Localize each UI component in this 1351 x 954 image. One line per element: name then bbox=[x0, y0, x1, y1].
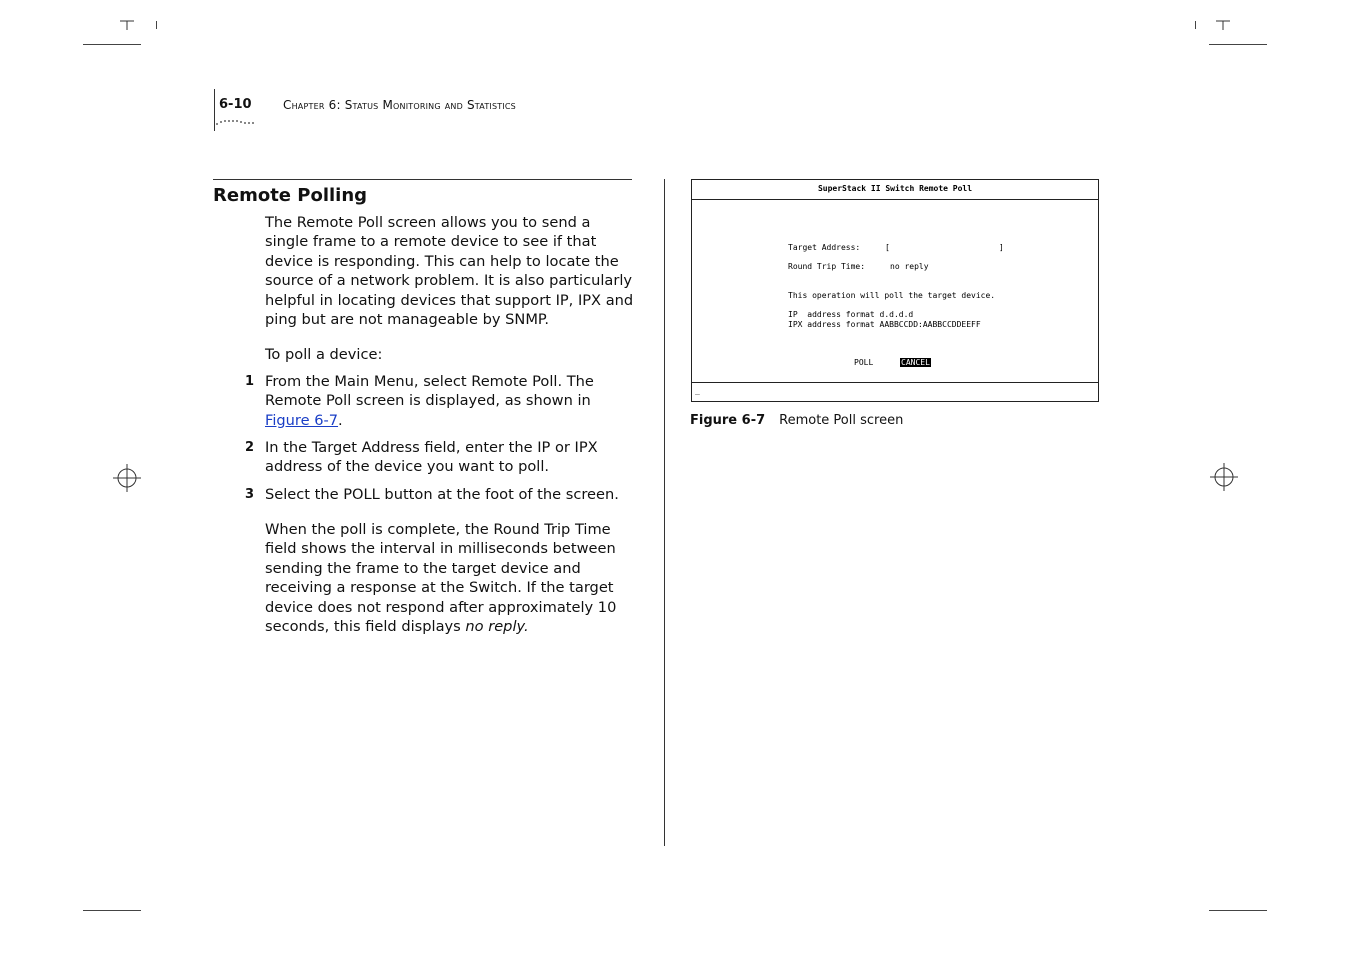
figure-label: Figure 6-7 bbox=[690, 413, 766, 428]
registration-target-right bbox=[1210, 463, 1238, 491]
section-rule bbox=[213, 179, 632, 180]
ip-format-text: IP address format d.d.d.d bbox=[788, 310, 914, 319]
section-title: Remote Polling bbox=[213, 185, 368, 206]
registration-mark-top-left bbox=[118, 16, 136, 32]
step-3-text: Select the POLL button at the foot of the screen. bbox=[265, 486, 619, 503]
ipx-format-text: IPX address format AABBCCDD:AABBCCDDEEFF bbox=[788, 320, 981, 329]
figure-caption bbox=[690, 413, 903, 428]
target-address-label: Target Address: bbox=[788, 243, 861, 252]
screen-info-text: This operation will poll the target device. bbox=[788, 291, 996, 300]
step-1-text-end: . bbox=[338, 411, 343, 429]
step-1-number: 1 bbox=[245, 374, 255, 389]
to-poll-text: To poll a device: bbox=[265, 346, 383, 363]
poll-button[interactable]: POLL bbox=[854, 358, 874, 367]
intro-paragraph: The Remote Poll screen allows you to send a single frame to a remote device to see if that device is responding. This can help to locate the source of a network problem. It is also particularly helpful in locating devices that support IP, IPX and ping but are not manageable by SNMP. bbox=[265, 214, 634, 329]
registration-target-left bbox=[113, 464, 141, 492]
screen-title: SuperStack II Switch Remote Poll bbox=[817, 184, 973, 193]
crop-mark-top-right bbox=[1209, 44, 1267, 45]
step-1-text bbox=[265, 372, 635, 430]
target-address-field[interactable] bbox=[894, 242, 998, 253]
closing-paragraph bbox=[265, 520, 635, 636]
figure-caption-text: Remote Poll screen bbox=[779, 413, 904, 428]
closing-text: When the poll is complete, the Round Trip Time field shows the interval in milliseconds between sending the frame to the target device and receiving a response at the Switch. If the target device does not respond after approximately 10 seconds, this field displays bbox=[265, 521, 617, 636]
screen-title-rule bbox=[692, 199, 1098, 200]
step-2-text: In the Target Address field, enter the IP or IPX address of the device you want to poll. bbox=[265, 439, 598, 476]
crop-mark-bottom-left bbox=[83, 910, 141, 911]
figure-6-7-link[interactable]: Figure 6-7 bbox=[265, 411, 339, 429]
step-2-number: 2 bbox=[245, 440, 255, 455]
screen-footer-rule bbox=[692, 382, 1098, 383]
crop-tick-top-right bbox=[1195, 21, 1196, 29]
cancel-button[interactable]: CANCEL bbox=[901, 358, 930, 367]
step-1-text-start: From the Main Menu, select Remote Poll. The Remote Poll screen is displayed, as shown in bbox=[265, 373, 594, 410]
page-number: 6-10 bbox=[219, 97, 252, 112]
crop-tick-top-left bbox=[156, 21, 157, 29]
round-trip-time-value: no reply bbox=[890, 262, 929, 271]
chapter-title: Chapter 6: Status Monitoring and Statistics bbox=[283, 98, 516, 112]
registration-mark-top-right bbox=[1214, 16, 1232, 32]
step-3-number: 3 bbox=[245, 487, 255, 502]
closing-emphasis: no reply. bbox=[465, 618, 529, 636]
target-address-close-bracket: ] bbox=[999, 243, 1004, 252]
round-trip-time-label: Round Trip Time: bbox=[788, 262, 866, 271]
crop-mark-bottom-right bbox=[1209, 910, 1267, 911]
column-divider bbox=[664, 179, 665, 846]
crop-mark-top-left bbox=[83, 44, 141, 45]
remote-poll-screen bbox=[691, 179, 1099, 402]
target-address-open-bracket: [ bbox=[885, 243, 890, 252]
dotted-ornament bbox=[215, 117, 255, 127]
screen-cursor: _ bbox=[695, 386, 700, 395]
